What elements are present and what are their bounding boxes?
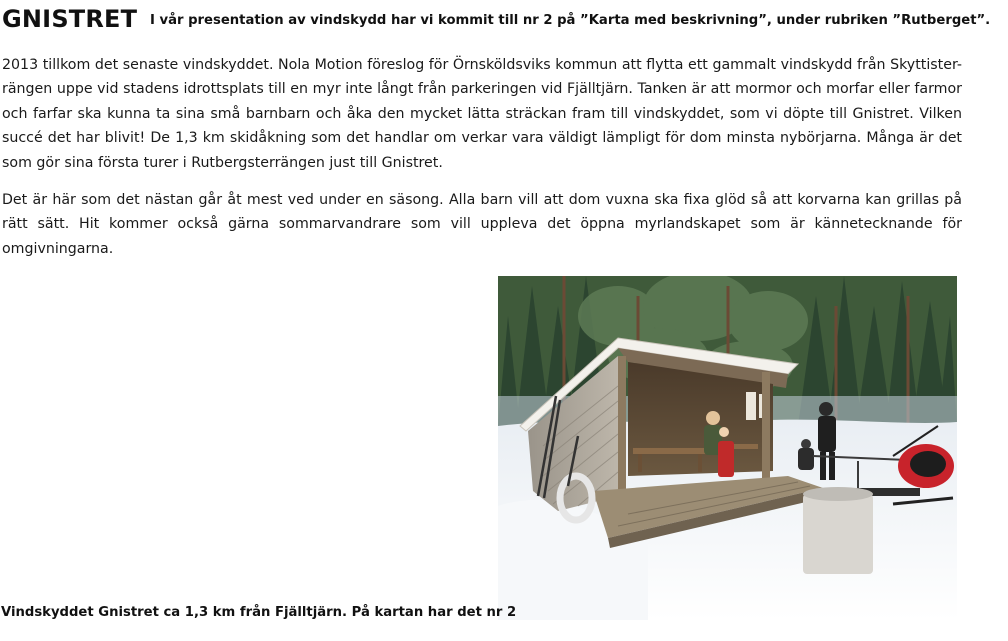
header-row — [2, 3, 1002, 35]
document-title: GNISTRET — [2, 5, 138, 33]
photo-caption: Vindskyddet Gnistret ca 1,3 km från Fjälltjärn. På kartan har det nr 2 — [1, 605, 517, 620]
shelter-photo-illustration — [498, 276, 957, 620]
paragraph-usage: Det är här som det nästan går åt mest ved under en säsong. Alla barn vill att dom vuxna ska fixa glöd så att korvarna kan grillas på rätt sätt. Hit kommer också gärna sommarvandrare som vill uppleva det öppna myrlandskapet som är kännetecknande för omgivningarna. — [2, 192, 962, 257]
shelter-photo — [498, 276, 957, 620]
intro-line: I vår presentation av vindskydd har vi kommit till nr 2 på ”Karta med beskrivning”, under rubriken ”Rutberget”. — [150, 13, 991, 28]
paragraph-history: 2013 tillkom det senaste vindskyddet. Nola Motion föreslog för Örnsköldsviks kommun att flytta ett gammalt vindskydd från Skyttister-rängen uppe vid stadens idrottsplats till en myr inte långt från parkeringen vid Fjälltjärn. Tanken är att mormor och morfar eller farmor och farfar ska kunna ta sina små barnbarn och åka den mycket lätta sträckan fram till vindskyddet, som vi döpte till Gnistret. Vilken succé det har blivit! De 1,3 km skidåkning som det handlar om verkar vara väldigt lämpligt för dom minsta nybörjarna. Många är det som gör sina första turer i Rutbergsterrängen just till Gnistret. — [2, 57, 962, 171]
